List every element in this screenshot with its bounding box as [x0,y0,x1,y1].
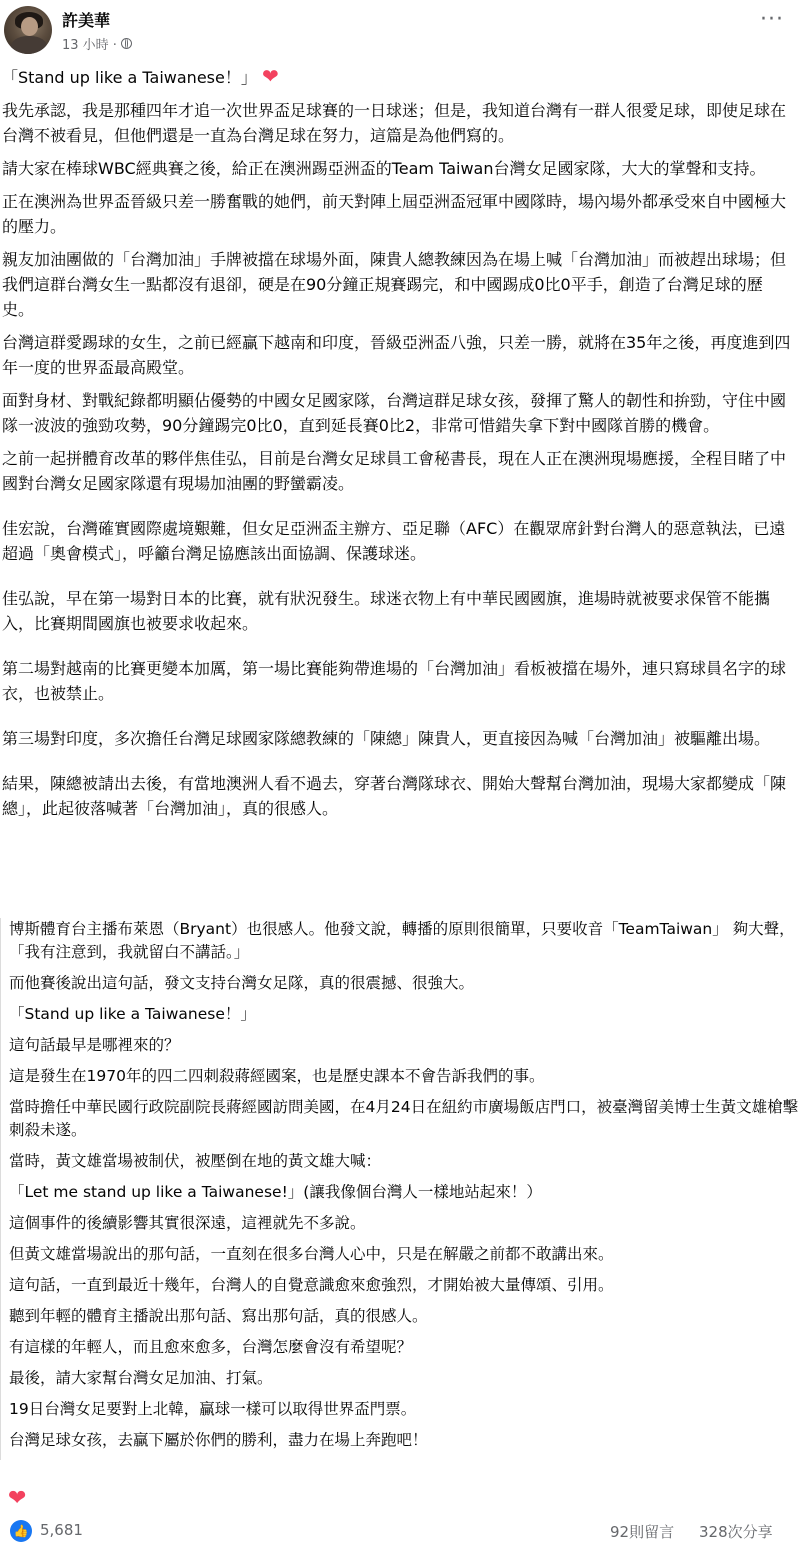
paragraph: 而他賽後說出這句話，發文支持台灣女足隊，真的很震撼、很強大。 [9,974,475,992]
paragraph: 這句話，一直到最近十幾年，台灣人的自覺意識愈來愈強烈，才開始被大量傳頌、引用。 [9,1276,614,1294]
more-options-icon[interactable]: ··· [760,7,784,32]
paragraph: 結果，陳總被請出去後，有當地澳洲人看不過去，穿著台灣隊球衣、開始大聲幫台灣加油，現場大家都變成「陳總」，此起彼落喊著「台灣加油」，真的很感人。 [2,774,787,818]
paragraph: 博斯體育台主播布萊恩（Bryant）也很感人。他發文說，轉播的原則很簡單，只要收音「TeamTaiwan」 夠大聲，「我有注意到，我就留白不講話。」 [9,920,795,961]
paragraph: 這是發生在1970年的四二四刺殺蔣經國案，也是歷史課本不會告訴我們的事。 [9,1067,545,1085]
paragraph: 聽到年輕的體育主播說出那句話、寫出那句話，真的很感人。 [9,1307,428,1325]
avatar[interactable] [4,6,52,54]
heart-icon: ❤ [8,1486,27,1511]
paragraph: 當時，黃文雄當場被制伏，被壓倒在地的黃文雄大喊： [9,1152,382,1170]
post-title [0,64,792,90]
post-header [0,0,800,60]
comments-count[interactable]: 92則留言 [610,1523,675,1541]
paragraph: 當時擔任中華民國行政院副院長蔣經國訪問美國，在4月24日在紐約市廣場飯店門口，被臺灣留美博士生黃文雄槍擊刺殺未遂。 [9,1098,799,1139]
paragraph: 第三場對印度，多次擔任台灣足球國家隊總教練的「陳總」陳貴人，更直接因為喊「台灣加油」被驅離出場。 [2,729,771,748]
shares-count[interactable]: 328次分享 [699,1523,773,1541]
post-footer [0,1518,800,1550]
paragraph: 「Stand up like a Taiwanese！」 [9,1005,256,1023]
paragraph: 之前一起拼體育改革的夥伴焦佳弘，目前是台灣女足球員工會秘書長，現在人正在澳洲現場應援，全程目睹了中國對台灣女足國家隊還有現場加油團的野蠻霸凌。 [2,449,787,493]
paragraph: 台灣足球女孩，去贏下屬於你們的勝利，盡力在場上奔跑吧！ [9,1431,428,1449]
paragraph: 台灣這群愛踢球的女生，之前已經贏下越南和印度，晉級亞洲盃八強，只差一勝，就將在35年之後，再度進到四年一度的世界盃最高殿堂。 [2,333,791,377]
paragraph: 19日台灣女足要對上北韓，贏球一樣可以取得世界盃門票。 [9,1400,417,1418]
paragraph: 佳弘說，早在第一場對日本的比賽，就有狀況發生。球迷衣物上有中華民國國旗，進場時就被要求保管不能攜入，比賽期間國旗也被要求收起來。 [2,589,771,633]
paragraph: 佳宏說，台灣確實國際處境艱難，但女足亞洲盃主辦方、亞足聯（AFC）在觀眾席針對台灣人的惡意執法，已遠超過「奧會模式」，呼籲台灣足協應該出面協調、保護球迷。 [2,519,786,563]
like-icon[interactable]: 👍 [10,1520,32,1542]
paragraph: 這句話最早是哪裡來的？ [9,1036,180,1054]
post-body [0,64,792,821]
avatar-body [11,36,47,54]
post-title-text: 「Stand up like a Taiwanese！」 [2,68,257,87]
paragraph: 這個事件的後續影響其實很深遠，這裡就先不多說。 [9,1214,366,1232]
paragraph: 親友加油團做的「台灣加油」手牌被擋在球場外面，陳貴人總教練因為在場上喊「台灣加油」而被趕出球場；但我們這群台灣女生一點都沒有退卻，硬是在90分鐘正規賽踢完，和中國踢成0比0平手，創造了台灣足球的歷史。 [2,250,787,319]
post-body-continued [0,918,799,1460]
paragraph-list [0,98,792,821]
paragraph: 請大家在棒球WBC經典賽之後，給正在澳洲踢亞洲盃的Team Taiwan台灣女足國家隊，大大的掌聲和支持。 [2,159,766,178]
paragraph: 面對身材、對戰紀錄都明顯佔優勢的中國女足國家隊，台灣這群足球女孩，發揮了驚人的韌性和拚勁，守住中國隊一波波的強勁攻勢，90分鐘踢完0比0，直到延長賽0比2，非常可惜錯失拿下對中國隊首勝的機會。 [2,391,787,435]
post-meta [62,34,132,53]
paragraph: 但黃文雄當場說出的那句話，一直刻在很多台灣人心中，只是在解嚴之前都不敢講出來。 [9,1245,614,1263]
paragraph: 第二場對越南的比賽更變本加厲，第一場比賽能夠帶進場的「台灣加油」看板被擋在場外，連只寫球員名字的球衣，也被禁止。 [2,659,787,703]
paragraph: 正在澳洲為世界盃晉級只差一勝奮戰的她們，前天對陣上屆亞洲盃冠軍中國隊時，場內場外都承受來自中國極大的壓力。 [2,192,787,236]
post-time[interactable]: 13 小時 · [62,38,117,53]
paragraph: 我先承認，我是那種四年才追一次世界盃足球賽的一日球迷；但是，我知道台灣有一群人很愛足球，即使足球在台灣不被看見，但他們還是一直為台灣足球在努力，這篇是為他們寫的。 [2,101,787,145]
avatar-face [21,17,38,36]
globe-icon [121,38,132,49]
author-name[interactable]: 許美華 [62,11,111,30]
heart-icon: ❤ [261,64,279,88]
paragraph-list-2 [7,918,799,1452]
like-count[interactable]: 5,681 [40,1521,83,1539]
paragraph: 有這樣的年輕人，而且愈來愈多，台灣怎麼會沒有希望呢？ [9,1338,413,1356]
paragraph: 「Let me stand up like a Taiwanese!」(讓我像個台灣人一樣地站起來！） [9,1183,542,1201]
paragraph: 最後，請大家幫台灣女足加油、打氣。 [9,1369,273,1387]
